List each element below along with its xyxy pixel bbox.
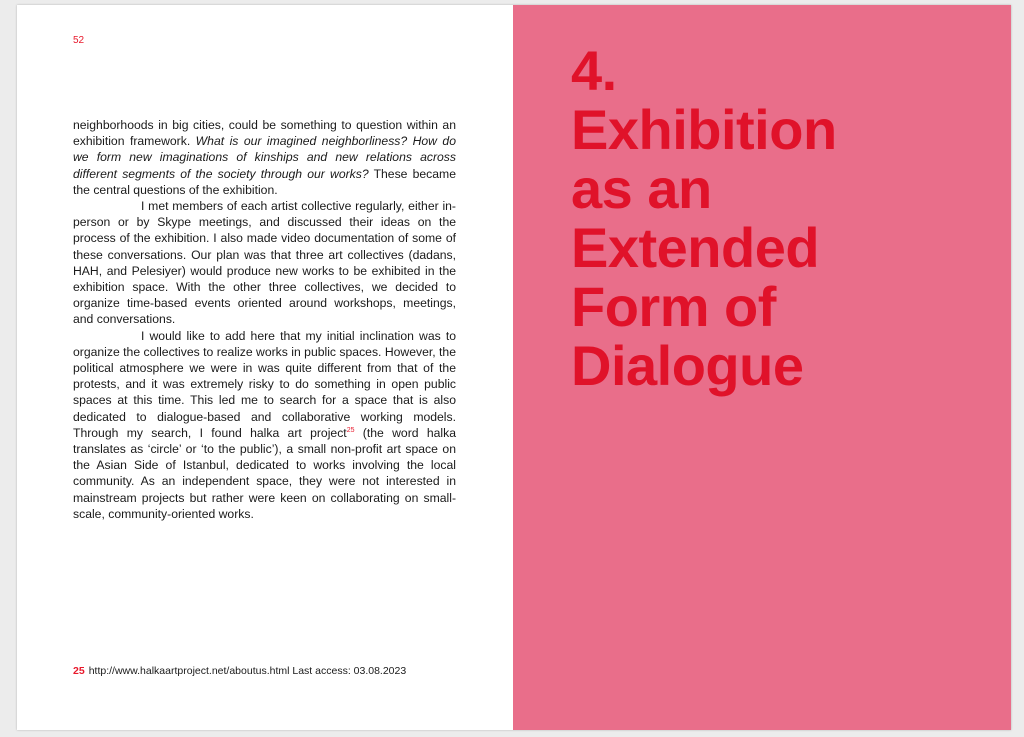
paragraph-3-text-end: (the word halka translates as ‘circle’ or ‘to the public’), a small non-profit art space on the Asian Side of Istanbul, dedicated to works involving the local community. As an independent space, they were not interested in mainstream projects but rather were keen on collaborating on small-scale, community-oriented works. <box>73 425 456 521</box>
footnote <box>73 665 406 677</box>
chapter-title-line-4: Form of <box>571 275 776 338</box>
chapter-heading <box>571 41 1001 395</box>
paragraph-3 <box>73 328 456 522</box>
body-text <box>73 117 456 522</box>
footnote-link[interactable]: http://www.halkaartproject.net/aboutus.html Last access: 03.08.2023 <box>88 665 407 677</box>
paragraph-2: I met members of each artist collective regularly, either in-person or by Skype meetings, and discussed their ideas on the process of the exhibition. I also made video documentation of some of these conversations. Our plan was that three art collectives (dadans, HAH, and Pelesiyer) would produce new works to be exhibited in the exhibition space. With the other three collectives, we decided to organize time-based events oriented around workshops, meetings, and conversations. <box>73 199 456 327</box>
left-page <box>17 5 513 730</box>
paragraph-1-italic-questions: What is our imagined neighborliness? How do we form new imaginations of kinships and new relations across different segments of the society through our works? <box>73 134 456 181</box>
footnote-reference[interactable]: 25 <box>346 426 355 434</box>
chapter-title-line-3: Extended <box>571 216 820 279</box>
paragraph-1-text: neighborhoods in big cities, could be something to question within an exhibition framework. <box>73 118 456 149</box>
page-number: 52 <box>73 35 85 46</box>
chapter-number: 4. <box>571 39 617 102</box>
paragraph-3-text: I would like to add here that my initial inclination was to organize the collectives to realize works in public spaces. However, the political atmosphere we were in was quite different from that of the protests, and it was extremely risky to do something in open public spaces at this time. This led me to search for a space that is also dedicated to dialogue-based and collaborative working models. Through my search, I found halka art project <box>73 328 456 440</box>
footnote-number: 25 <box>73 665 85 677</box>
chapter-title-line-1: Exhibition <box>571 98 837 161</box>
paragraph-1 <box>73 117 456 198</box>
right-page <box>513 5 1011 730</box>
chapter-title-line-5: Dialogue <box>571 334 804 397</box>
chapter-title-line-2: as an <box>571 157 712 220</box>
paragraph-1-text-end: These became the central questions of the exhibition. <box>73 166 456 197</box>
book-spread <box>17 5 1011 730</box>
